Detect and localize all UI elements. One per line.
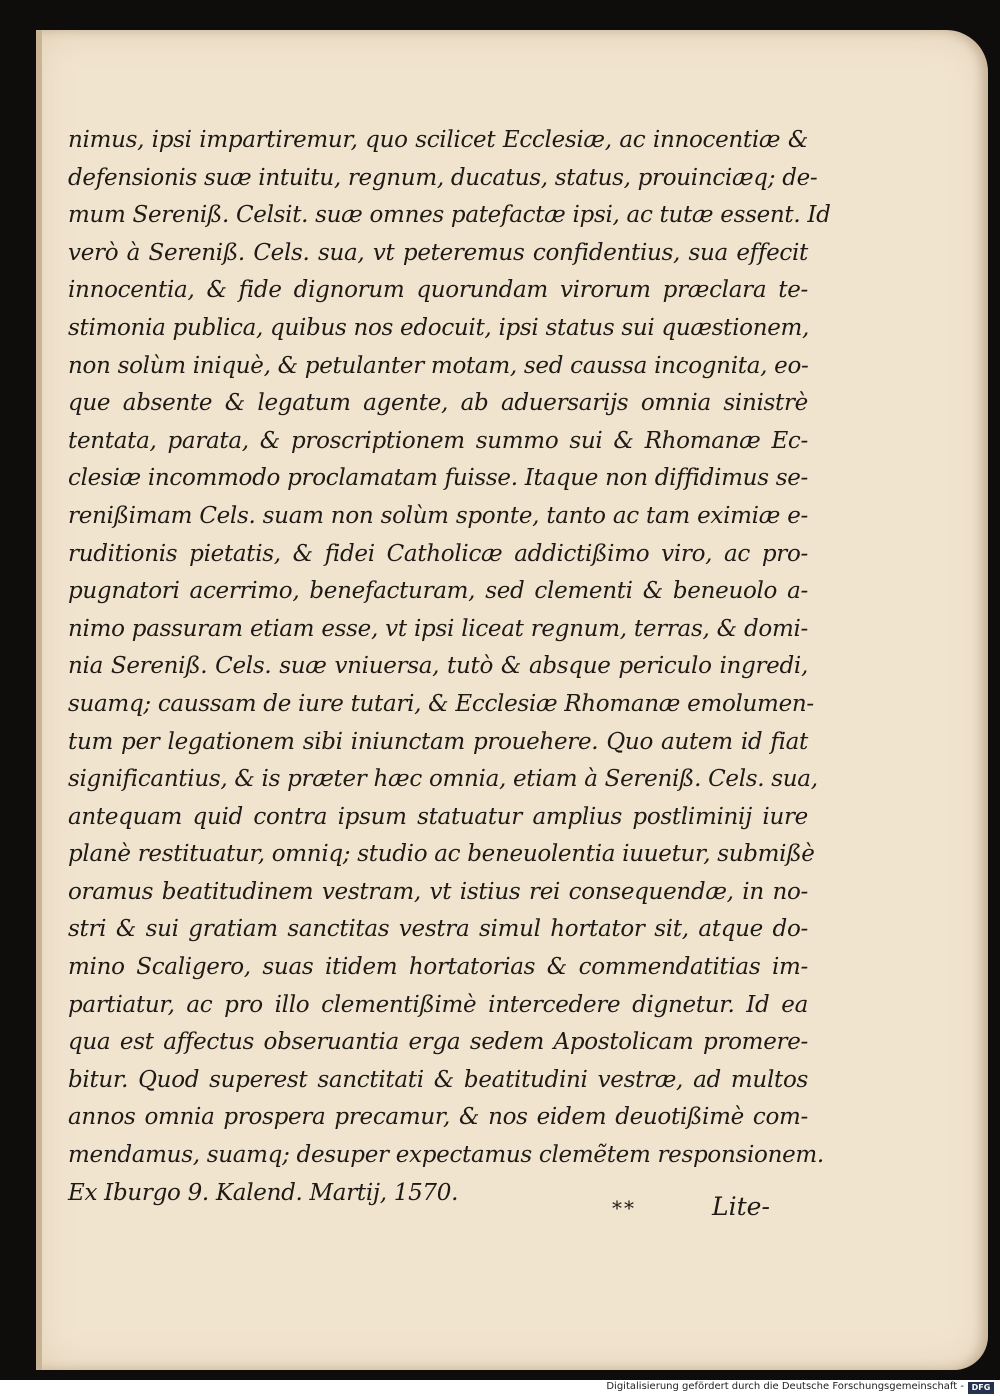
text-line: annos omnia prospera precamur, & nos eidem deuotißimè com- bbox=[68, 1104, 808, 1131]
text-line: mino Scaligero, suas itidem hortatorias & commendatitias im- bbox=[68, 954, 808, 981]
text-line: nia Sereniß. Cels. suæ vniuersa, tutò & absque periculo ingredi, bbox=[68, 653, 808, 680]
text-line: non solùm iniquè, & petulanter motam, sed caussa incognita, eo- bbox=[68, 352, 809, 379]
text-line: mendamus, suamq; desuper expectamus clemẽtem responsionem. bbox=[68, 1142, 824, 1169]
text-line: ruditionis pietatis, & fidei Catholicæ addictißimo viro, ac pro- bbox=[68, 540, 808, 567]
text-line: qua est affectus obseruantia erga sedem Apostolicam promere- bbox=[68, 1029, 808, 1056]
catchword: Lite- bbox=[712, 1192, 770, 1221]
page-binding-edge bbox=[36, 30, 42, 1370]
text-line: verò à Sereniß. Cels. sua, vt peteremus confidentius, sua effecit bbox=[68, 239, 808, 266]
text-line: mum Sereniß. Celsit. suæ omnes patefactæ ipsi, ac tutæ essent. Id bbox=[68, 202, 831, 229]
text-line: pugnatori acerrimo, benefacturam, sed clementi & beneuolo a- bbox=[68, 578, 808, 605]
dateline: Ex Iburgo 9. Kalend. Martij, 1570. bbox=[68, 1179, 459, 1206]
funding-credit: Digitalisierung gefördert durch die Deutsche Forschungsgemeinschaft - bbox=[606, 1381, 964, 1392]
text-line: suamq; caussam de iure tutari, & Ecclesiæ Rhomanæ emolumen- bbox=[68, 690, 814, 717]
text-line: defensionis suæ intuitu, regnum, ducatus, status, prouinciæq; de- bbox=[68, 164, 818, 191]
text-line: stimonia publica, quibus nos edocuit, ipsi status sui quæstionem, bbox=[68, 314, 810, 341]
text-line: tentata, parata, & proscriptionem summo sui & Rhomanæ Ec- bbox=[68, 427, 808, 454]
text-line: oramus beatitudinem vestram, vt istius rei consequendæ, in no- bbox=[68, 878, 808, 905]
text-line: antequam quid contra ipsum statuatur amplius postliminij iure bbox=[68, 803, 808, 830]
text-line: stri & sui gratiam sanctitas vestra simul hortator sit, atque do- bbox=[68, 916, 808, 943]
text-line: que absente & legatum agente, ab aduersarijs omnia sinistrè bbox=[68, 390, 808, 417]
text-line: significantius, & is præter hæc omnia, etiam à Sereniß. Cels. sua, bbox=[68, 766, 818, 793]
text-line: nimus, ipsi impartiremur, quo scilicet Ecclesiæ, ac innocentiæ & bbox=[68, 127, 808, 153]
body-text bbox=[68, 122, 831, 1212]
signature-marks: ** bbox=[612, 1196, 636, 1220]
text-line: clesiæ incommodo proclamatam fuisse. Itaque non diffidimus se- bbox=[68, 465, 808, 492]
text-line: bitur. Quod superest sanctitati & beatitudini vestræ, ad multos bbox=[68, 1066, 808, 1093]
text-line: renißimam Cels. suam non solùm sponte, tanto ac tam eximiæ e- bbox=[68, 502, 808, 529]
text-line: planè restituatur, omniq; studio ac beneuolentia iuuetur, submißè bbox=[68, 841, 815, 868]
text-line: partiatur, ac pro illo clementißimè intercedere dignetur. Id ea bbox=[68, 991, 808, 1018]
text-line: tum per legationem sibi iniunctam prouehere. Quo autem id fiat bbox=[68, 728, 808, 755]
text-line: nimo passuram etiam esse, vt ipsi liceat regnum, terras, & domi- bbox=[68, 615, 808, 642]
dfg-logo: DFG bbox=[968, 1382, 994, 1394]
text-line: innocentia, & fide dignorum quorundam virorum præclara te- bbox=[68, 277, 808, 304]
